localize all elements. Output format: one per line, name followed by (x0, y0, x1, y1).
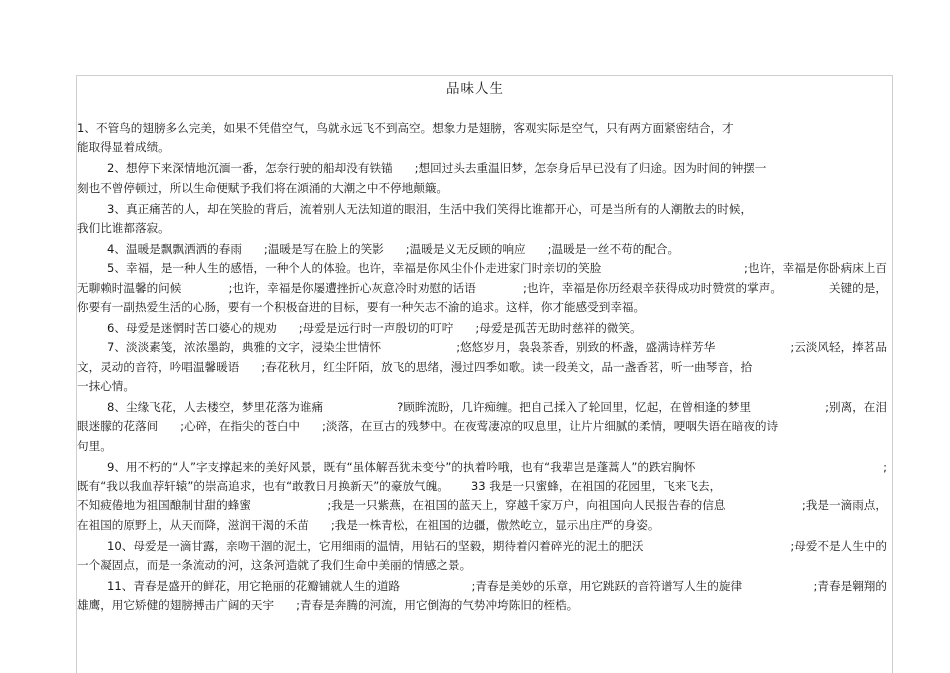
text-segment: 10、母爱是一滴甘露，亲吻干涸的泥土，它用细雨的温情，用钻石的坚毅，期待着闪着碎光的泥土的肥沃 (107, 538, 644, 553)
text-line (77, 358, 887, 377)
text-segment: 8、尘缘飞花，人去楼空，梦里花落为谁痛 (107, 399, 324, 414)
text-segment: 能取得显着成绩。 (77, 140, 170, 155)
text-segment: 关键的是， (829, 280, 887, 295)
text-segment: ; (883, 459, 887, 474)
document-body (77, 119, 887, 616)
text-line (77, 556, 887, 575)
text-segment: ;我是一只紫燕，在祖国的蓝天上，穿越千家万户，向祖国向人民报告春的信息 (327, 498, 726, 513)
text-segment: 在祖国的原野上，从天而降，滋润干渴的禾苗 (77, 517, 309, 532)
text-segment: ;想回过头去重温旧梦，怎奈身后早已没有了归途。因为时间的钟摆一 (414, 161, 767, 176)
text-line (77, 516, 887, 535)
text-segment: 2、想停下来深情地沉湎一番，怎奈行驶的船却没有铁锚 (107, 161, 393, 176)
text-segment: ;温暖是义无反顾的响应 (405, 241, 526, 256)
text-line (77, 458, 887, 477)
text-segment: 一抹心情。 (77, 379, 135, 394)
text-segment: ;母爱不是人生中的 (790, 538, 887, 553)
text-segment: ;心碎，在指尖的苍白中 (180, 419, 301, 434)
text-line (77, 377, 887, 396)
text-segment: ?顾眸流盼，几许痴缠。把自己揉入了轮回里，忆起，在曾相逢的梦里 (397, 399, 752, 414)
text-line (77, 477, 887, 496)
text-line (77, 319, 887, 338)
text-segment: ;也许，幸福是你卧病床上百 (743, 261, 887, 276)
text-segment: ;母爱是孤苦无助时慈祥的微笑。 (475, 320, 642, 335)
text-segment: ;云淡风轻，捧茗品 (790, 340, 887, 355)
text-segment: 我们比谁都落寂。 (77, 220, 170, 235)
text-segment: 眼迷朦的花落间 (77, 419, 159, 434)
text-segment: 刻也不曾停顿过，所以生命便赋予我们将在澒涌的大潮之中不停地颠簸。 (77, 180, 449, 195)
text-line (77, 179, 887, 198)
text-segment: 文，灵动的音符，吟唱温馨暖语 (77, 359, 240, 374)
text-line (77, 437, 887, 456)
text-line (77, 219, 887, 238)
text-line (77, 159, 887, 178)
text-segment: 不知疲倦地为祖国酿制甘甜的蜂蜜 (77, 498, 251, 513)
text-segment: ;青春是美妙的乐章，用它跳跃的音符谱写人生的旋律 (471, 578, 743, 593)
text-segment: 4、温暖是飘飘洒洒的春雨 (107, 241, 242, 256)
text-segment: ;温暖是写在脸上的笑影 (263, 241, 384, 256)
document-title: 品味人生 (446, 81, 504, 97)
text-segment: 雄鹰，用它矫健的翅膀搏击广阔的天宇 (77, 598, 275, 613)
text-segment: 无聊赖时温馨的问候 (77, 280, 182, 295)
text-line (77, 259, 887, 278)
text-line (77, 200, 887, 219)
text-line (77, 417, 887, 436)
text-segment: 5、幸福，是一种人生的感悟，一种个人的体验。也许，幸福是你风尘仆仆走进家门时亲切的笑脸 (107, 261, 602, 276)
text-line (77, 298, 887, 317)
text-line (77, 240, 887, 259)
text-segment: 9、用不朽的“人”字支撑起来的美好风景，既有“虽体解吾犹未变兮”的执着吟哦，也有“我辈岂是蓬蒿人”的跌宕胸怀 (107, 459, 696, 474)
text-segment: ;我是一滴雨点， (801, 498, 887, 513)
text-segment: ;也许，幸福是你屡遭挫折心灰意冷时劝慰的话语 (228, 280, 476, 295)
text-line (77, 279, 887, 298)
text-segment: 1、不管鸟的翅膀多么完美，如果不凭借空气，鸟就永远飞不到高空。想象力是翅膀，客观实际是空气，只有两方面紧密结合，才 (77, 121, 734, 135)
text-segment: ;别离，在泪 (825, 399, 887, 414)
text-segment: 句里。 (77, 438, 112, 453)
text-line (77, 398, 887, 417)
text-segment: ;悠悠岁月，袅袅茶香，别致的杯盏，盛满诗样芳华 (456, 340, 716, 355)
text-line (77, 537, 887, 556)
text-segment: 11、青春是盛开的鲜花，用它艳丽的花瓣铺就人生的道路 (107, 578, 401, 593)
text-segment: ;青春是翱翔的 (813, 578, 887, 593)
text-segment: ;也许，幸福是你历经艰辛获得成功时赞赏的掌声。 (522, 280, 782, 295)
text-line (77, 577, 887, 596)
text-line (77, 596, 887, 615)
text-segment: 一个凝固点，而是一条流动的河，这条河造就了我们生命中美丽的情感之景。 (77, 558, 472, 573)
text-line (77, 338, 887, 357)
text-line (77, 138, 887, 157)
text-segment: 33 我是一只蜜蜂，在祖国的花园里，飞来飞去， (470, 479, 722, 494)
text-segment: ;温暖是一丝不苟的配合。 (547, 241, 680, 256)
text-segment: 7、淡淡素笺，浓浓墨韵，典雅的文字，浸染尘世情怀 (107, 340, 382, 355)
text-segment: ;青春是奔腾的河流，用它倒海的气势冲垮陈旧的桎梏。 (296, 598, 579, 613)
text-segment: ;母爱是远行时一声殷切的叮咛 (298, 320, 454, 335)
text-segment: 6、母爱是迷惘时苦口婆心的规劝 (107, 320, 277, 335)
text-segment: ;我是一株青松，在祖国的边疆，傲然屹立，显示出庄严的身姿。 (330, 517, 660, 532)
text-segment: 3、真正痛苦的人，却在笑脸的背后，流着别人无法知道的眼泪，生活中我们笑得比谁都开心，可是当所有的人潮散去的时候， (107, 201, 753, 216)
text-segment: ;春花秋月，红尘阡陌，放飞的思绪，漫过四季如歌。读一段美文，品一盏香茗，听一曲琴音，拾 (261, 359, 753, 374)
text-segment: 你要有一副热爱生活的心肠，要有一个积极奋进的目标，要有一种矢志不渝的追求。这样，你才能感受到幸福。 (77, 300, 646, 315)
text-line (77, 496, 887, 515)
text-segment: ;淡落，在亘古的残梦中。在夜莺凄凉的叹息里，让片片细腻的柔情，哽咽失语在暗夜的诗 (322, 419, 779, 434)
text-segment: 既有“我以我血荐轩辕”的崇高追求，也有“敢教日月换新天”的豪放气魄。 (77, 479, 449, 494)
text-line (77, 119, 887, 138)
